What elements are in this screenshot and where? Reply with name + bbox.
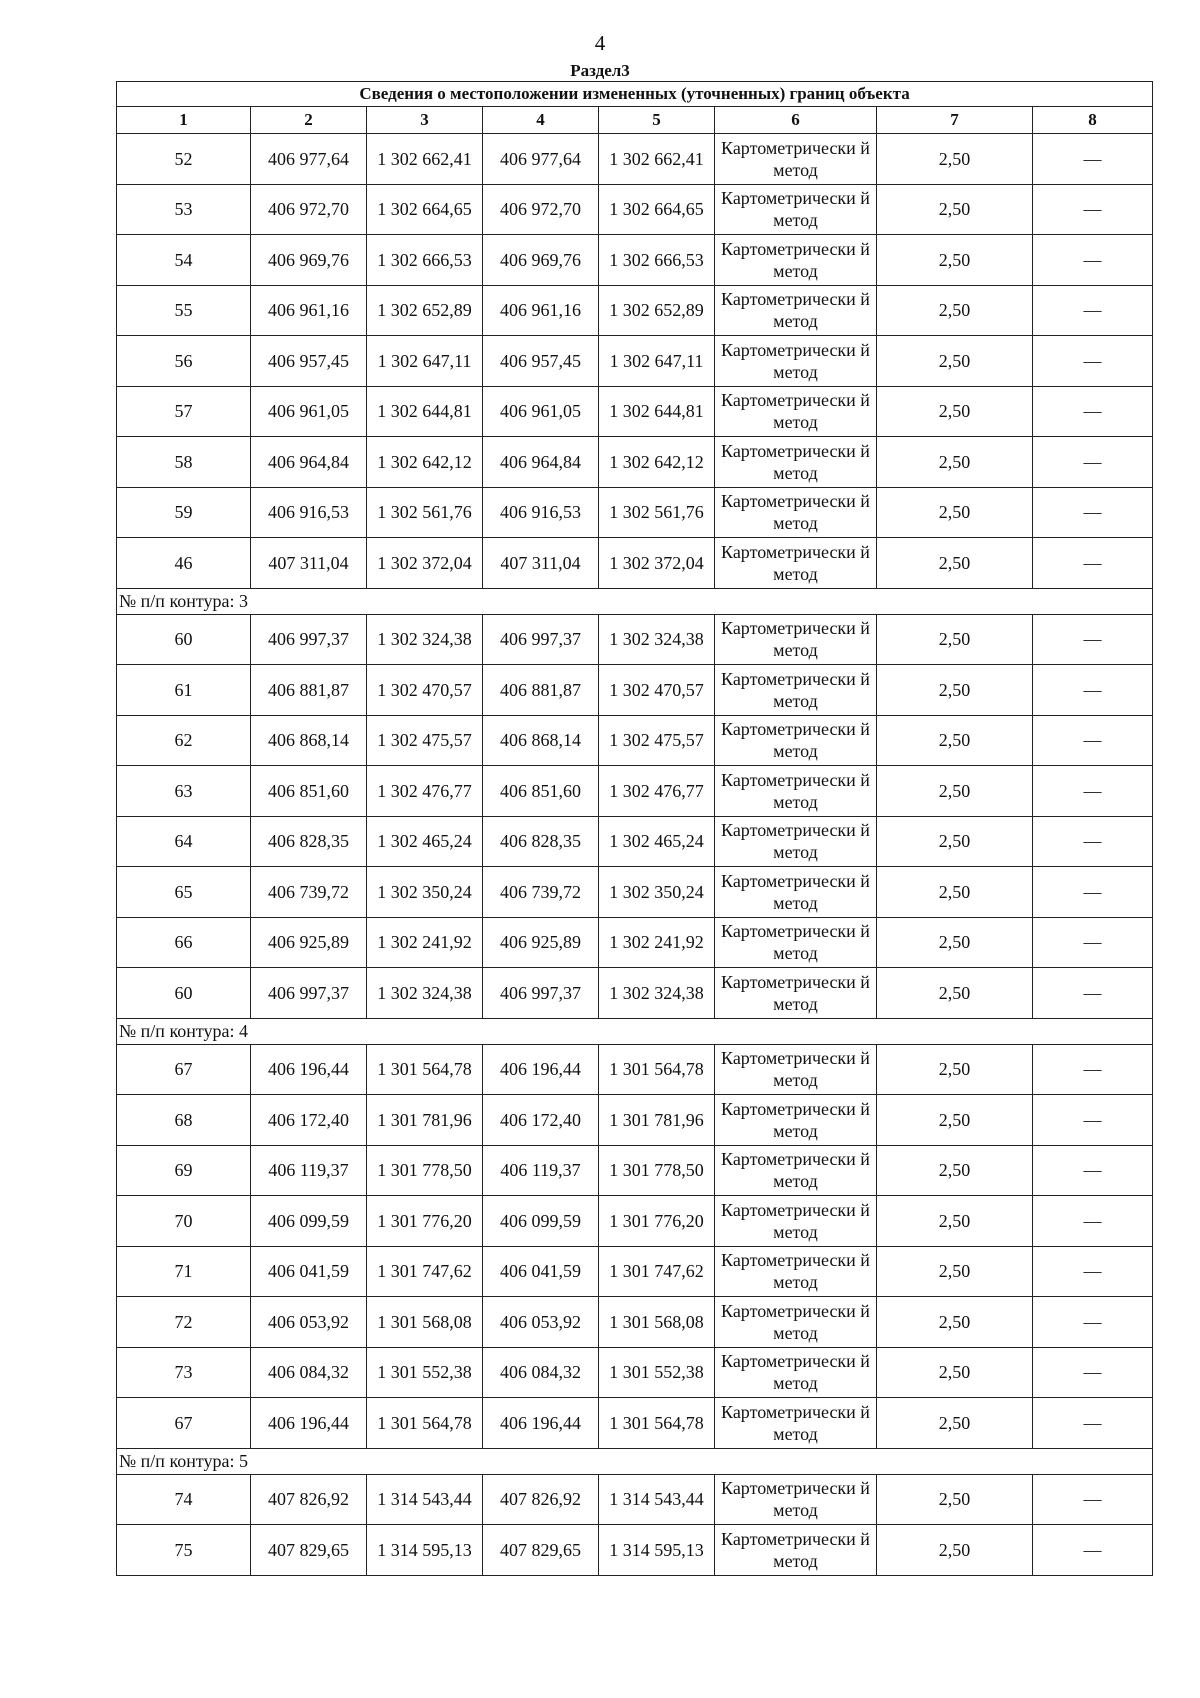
x-new-cell: 406 084,32 [483,1347,599,1398]
x-old-cell: 406 041,59 [251,1246,367,1297]
x-new-cell: 406 099,59 [483,1196,599,1247]
column-header: 3 [367,107,483,134]
table-row [117,1297,1153,1348]
description-cell: — [1033,1398,1153,1449]
x-new-cell: 406 828,35 [483,816,599,867]
point-number-cell: 63 [117,766,251,817]
contour-row [117,588,1153,614]
table-row [117,1196,1153,1247]
method-cell: Картометрически й метод [715,134,877,185]
table-row [117,1044,1153,1095]
accuracy-cell: 2,50 [877,184,1033,235]
y-old-cell: 1 301 564,78 [367,1398,483,1449]
accuracy-cell: 2,50 [877,386,1033,437]
point-number-cell: 67 [117,1044,251,1095]
table-row [117,235,1153,286]
accuracy-cell: 2,50 [877,1095,1033,1146]
y-new-cell: 1 301 568,08 [599,1297,715,1348]
method-cell: Картометрически й метод [715,816,877,867]
method-cell: Картометрически й метод [715,1095,877,1146]
method-cell: Картометрически й метод [715,867,877,918]
x-new-cell: 406 053,92 [483,1297,599,1348]
y-old-cell: 1 302 372,04 [367,538,483,589]
table-row [117,614,1153,665]
accuracy-cell: 2,50 [877,1347,1033,1398]
y-old-cell: 1 301 568,08 [367,1297,483,1348]
accuracy-cell: 2,50 [877,1297,1033,1348]
description-cell: — [1033,1347,1153,1398]
x-old-cell: 406 969,76 [251,235,367,286]
x-old-cell: 407 829,65 [251,1525,367,1576]
column-header: 6 [715,107,877,134]
method-cell: Картометрически й метод [715,968,877,1019]
point-number-cell: 75 [117,1525,251,1576]
x-old-cell: 406 961,05 [251,386,367,437]
x-new-cell: 406 957,45 [483,336,599,387]
table-row [117,1347,1153,1398]
description-cell: — [1033,968,1153,1019]
description-cell: — [1033,487,1153,538]
table-row [117,184,1153,235]
point-number-cell: 66 [117,917,251,968]
table-caption-row [117,82,1153,107]
accuracy-cell: 2,50 [877,336,1033,387]
x-old-cell: 406 957,45 [251,336,367,387]
accuracy-cell: 2,50 [877,766,1033,817]
table-body [117,134,1153,1576]
x-old-cell: 406 972,70 [251,184,367,235]
table-row [117,665,1153,716]
point-number-cell: 68 [117,1095,251,1146]
method-cell: Картометрически й метод [715,538,877,589]
table-row [117,437,1153,488]
boundary-coordinates-table [116,81,1153,1576]
method-cell: Картометрически й метод [715,1196,877,1247]
description-cell: — [1033,235,1153,286]
x-new-cell: 406 961,05 [483,386,599,437]
x-new-cell: 406 196,44 [483,1398,599,1449]
point-number-cell: 57 [117,386,251,437]
table-row [117,538,1153,589]
point-number-cell: 69 [117,1145,251,1196]
y-new-cell: 1 301 776,20 [599,1196,715,1247]
y-new-cell: 1 302 662,41 [599,134,715,185]
y-old-cell: 1 302 476,77 [367,766,483,817]
y-old-cell: 1 302 475,57 [367,715,483,766]
x-old-cell: 406 997,37 [251,614,367,665]
y-new-cell: 1 301 564,78 [599,1398,715,1449]
table-row [117,917,1153,968]
y-new-cell: 1 302 561,76 [599,487,715,538]
x-old-cell: 406 997,37 [251,968,367,1019]
y-new-cell: 1 302 324,38 [599,968,715,1019]
x-old-cell: 406 119,37 [251,1145,367,1196]
y-old-cell: 1 301 781,96 [367,1095,483,1146]
y-new-cell: 1 302 664,65 [599,184,715,235]
y-old-cell: 1 302 666,53 [367,235,483,286]
x-new-cell: 406 977,64 [483,134,599,185]
point-number-cell: 61 [117,665,251,716]
method-cell: Картометрически й метод [715,285,877,336]
contour-label: № п/п контура: 3 [117,588,1153,614]
description-cell: — [1033,386,1153,437]
y-new-cell: 1 301 781,96 [599,1095,715,1146]
y-old-cell: 1 302 324,38 [367,968,483,1019]
x-new-cell: 406 868,14 [483,715,599,766]
table-row [117,1095,1153,1146]
y-old-cell: 1 301 747,62 [367,1246,483,1297]
accuracy-cell: 2,50 [877,1044,1033,1095]
x-old-cell: 406 916,53 [251,487,367,538]
table-row [117,867,1153,918]
y-new-cell: 1 302 476,77 [599,766,715,817]
x-old-cell: 406 964,84 [251,437,367,488]
method-cell: Картометрически й метод [715,1398,877,1449]
y-old-cell: 1 302 324,38 [367,614,483,665]
x-new-cell: 406 916,53 [483,487,599,538]
column-header: 7 [877,107,1033,134]
point-number-cell: 60 [117,968,251,1019]
y-new-cell: 1 314 543,44 [599,1474,715,1525]
y-new-cell: 1 302 241,92 [599,917,715,968]
y-new-cell: 1 302 642,12 [599,437,715,488]
method-cell: Картометрически й метод [715,437,877,488]
description-cell: — [1033,1196,1153,1247]
y-new-cell: 1 302 465,24 [599,816,715,867]
x-old-cell: 406 881,87 [251,665,367,716]
y-new-cell: 1 302 652,89 [599,285,715,336]
accuracy-cell: 2,50 [877,1145,1033,1196]
x-new-cell: 406 961,16 [483,285,599,336]
method-cell: Картометрически й метод [715,665,877,716]
x-new-cell: 406 969,76 [483,235,599,286]
x-new-cell: 406 196,44 [483,1044,599,1095]
table-row [117,1246,1153,1297]
table-row [117,816,1153,867]
y-new-cell: 1 302 475,57 [599,715,715,766]
description-cell: — [1033,184,1153,235]
point-number-cell: 54 [117,235,251,286]
method-cell: Картометрически й метод [715,1474,877,1525]
y-old-cell: 1 302 644,81 [367,386,483,437]
accuracy-cell: 2,50 [877,816,1033,867]
x-old-cell: 406 851,60 [251,766,367,817]
y-old-cell: 1 302 561,76 [367,487,483,538]
y-new-cell: 1 302 372,04 [599,538,715,589]
table-row [117,285,1153,336]
y-old-cell: 1 302 662,41 [367,134,483,185]
x-old-cell: 406 925,89 [251,917,367,968]
accuracy-cell: 2,50 [877,1196,1033,1247]
point-number-cell: 72 [117,1297,251,1348]
table-row [117,1474,1153,1525]
column-header: 1 [117,107,251,134]
description-cell: — [1033,1474,1153,1525]
method-cell: Картометрически й метод [715,1347,877,1398]
contour-row [117,1448,1153,1474]
point-number-cell: 46 [117,538,251,589]
x-new-cell: 407 829,65 [483,1525,599,1576]
accuracy-cell: 2,50 [877,538,1033,589]
y-new-cell: 1 301 552,38 [599,1347,715,1398]
y-old-cell: 1 314 543,44 [367,1474,483,1525]
description-cell: — [1033,285,1153,336]
column-header: 8 [1033,107,1153,134]
accuracy-cell: 2,50 [877,1246,1033,1297]
x-old-cell: 406 172,40 [251,1095,367,1146]
x-new-cell: 406 997,37 [483,614,599,665]
x-new-cell: 406 119,37 [483,1145,599,1196]
method-cell: Картометрически й метод [715,715,877,766]
x-new-cell: 406 972,70 [483,184,599,235]
table-header-row [117,107,1153,134]
table-row [117,336,1153,387]
point-number-cell: 74 [117,1474,251,1525]
description-cell: — [1033,917,1153,968]
x-new-cell: 406 925,89 [483,917,599,968]
point-number-cell: 55 [117,285,251,336]
description-cell: — [1033,766,1153,817]
accuracy-cell: 2,50 [877,1398,1033,1449]
description-cell: — [1033,336,1153,387]
x-old-cell: 406 739,72 [251,867,367,918]
description-cell: — [1033,1297,1153,1348]
y-old-cell: 1 301 778,50 [367,1145,483,1196]
y-new-cell: 1 301 747,62 [599,1246,715,1297]
x-old-cell: 406 099,59 [251,1196,367,1247]
description-cell: — [1033,1525,1153,1576]
accuracy-cell: 2,50 [877,1474,1033,1525]
column-header: 2 [251,107,367,134]
y-old-cell: 1 301 564,78 [367,1044,483,1095]
y-new-cell: 1 314 595,13 [599,1525,715,1576]
page-number: 4 [594,31,606,55]
x-old-cell: 406 084,32 [251,1347,367,1398]
table-row [117,1398,1153,1449]
y-old-cell: 1 302 642,12 [367,437,483,488]
method-cell: Картометрически й метод [715,1246,877,1297]
y-new-cell: 1 302 470,57 [599,665,715,716]
x-new-cell: 406 964,84 [483,437,599,488]
point-number-cell: 62 [117,715,251,766]
y-old-cell: 1 302 241,92 [367,917,483,968]
method-cell: Картометрически й метод [715,766,877,817]
point-number-cell: 60 [117,614,251,665]
accuracy-cell: 2,50 [877,665,1033,716]
y-new-cell: 1 301 778,50 [599,1145,715,1196]
point-number-cell: 70 [117,1196,251,1247]
y-old-cell: 1 302 652,89 [367,285,483,336]
y-old-cell: 1 302 465,24 [367,816,483,867]
method-cell: Картометрически й метод [715,614,877,665]
accuracy-cell: 2,50 [877,285,1033,336]
y-old-cell: 1 302 470,57 [367,665,483,716]
table-row [117,386,1153,437]
accuracy-cell: 2,50 [877,1525,1033,1576]
x-new-cell: 406 172,40 [483,1095,599,1146]
y-old-cell: 1 301 776,20 [367,1196,483,1247]
description-cell: — [1033,715,1153,766]
accuracy-cell: 2,50 [877,867,1033,918]
table-row [117,1525,1153,1576]
x-new-cell: 406 851,60 [483,766,599,817]
x-new-cell: 406 881,87 [483,665,599,716]
method-cell: Картометрически й метод [715,336,877,387]
method-cell: Картометрически й метод [715,1044,877,1095]
point-number-cell: 56 [117,336,251,387]
point-number-cell: 65 [117,867,251,918]
y-old-cell: 1 301 552,38 [367,1347,483,1398]
description-cell: — [1033,134,1153,185]
contour-row [117,1018,1153,1044]
description-cell: — [1033,1145,1153,1196]
x-new-cell: 407 826,92 [483,1474,599,1525]
y-old-cell: 1 302 664,65 [367,184,483,235]
table-caption: Сведения о местоположении измененных (уточненных) границ объекта [117,82,1153,107]
accuracy-cell: 2,50 [877,134,1033,185]
y-new-cell: 1 301 564,78 [599,1044,715,1095]
contour-label: № п/п контура: 4 [117,1018,1153,1044]
section-title: Раздел3 [570,61,630,80]
x-old-cell: 406 977,64 [251,134,367,185]
x-old-cell: 406 196,44 [251,1398,367,1449]
description-cell: — [1033,538,1153,589]
method-cell: Картометрически й метод [715,1297,877,1348]
method-cell: Картометрически й метод [715,184,877,235]
description-cell: — [1033,614,1153,665]
description-cell: — [1033,1095,1153,1146]
y-old-cell: 1 302 647,11 [367,336,483,387]
x-old-cell: 406 053,92 [251,1297,367,1348]
x-old-cell: 407 826,92 [251,1474,367,1525]
point-number-cell: 67 [117,1398,251,1449]
point-number-cell: 52 [117,134,251,185]
y-new-cell: 1 302 647,11 [599,336,715,387]
method-cell: Картометрически й метод [715,1145,877,1196]
table-row [117,487,1153,538]
x-old-cell: 407 311,04 [251,538,367,589]
column-header: 4 [483,107,599,134]
x-new-cell: 406 739,72 [483,867,599,918]
table-row [117,766,1153,817]
method-cell: Картометрически й метод [715,487,877,538]
accuracy-cell: 2,50 [877,715,1033,766]
point-number-cell: 73 [117,1347,251,1398]
x-old-cell: 406 828,35 [251,816,367,867]
method-cell: Картометрически й метод [715,917,877,968]
table-row [117,1145,1153,1196]
accuracy-cell: 2,50 [877,917,1033,968]
contour-label: № п/п контура: 5 [117,1448,1153,1474]
x-new-cell: 406 041,59 [483,1246,599,1297]
description-cell: — [1033,1246,1153,1297]
accuracy-cell: 2,50 [877,487,1033,538]
x-new-cell: 406 997,37 [483,968,599,1019]
y-old-cell: 1 302 350,24 [367,867,483,918]
description-cell: — [1033,816,1153,867]
table-row [117,968,1153,1019]
accuracy-cell: 2,50 [877,968,1033,1019]
description-cell: — [1033,1044,1153,1095]
description-cell: — [1033,665,1153,716]
y-old-cell: 1 314 595,13 [367,1525,483,1576]
description-cell: — [1033,437,1153,488]
table-row [117,134,1153,185]
point-number-cell: 71 [117,1246,251,1297]
point-number-cell: 53 [117,184,251,235]
x-new-cell: 407 311,04 [483,538,599,589]
y-new-cell: 1 302 644,81 [599,386,715,437]
x-old-cell: 406 868,14 [251,715,367,766]
point-number-cell: 64 [117,816,251,867]
method-cell: Картометрически й метод [715,1525,877,1576]
accuracy-cell: 2,50 [877,614,1033,665]
description-cell: — [1033,867,1153,918]
accuracy-cell: 2,50 [877,235,1033,286]
point-number-cell: 58 [117,437,251,488]
point-number-cell: 59 [117,487,251,538]
y-new-cell: 1 302 666,53 [599,235,715,286]
x-old-cell: 406 196,44 [251,1044,367,1095]
x-old-cell: 406 961,16 [251,285,367,336]
y-new-cell: 1 302 324,38 [599,614,715,665]
y-new-cell: 1 302 350,24 [599,867,715,918]
accuracy-cell: 2,50 [877,437,1033,488]
column-header: 5 [599,107,715,134]
table-row [117,715,1153,766]
method-cell: Картометрически й метод [715,235,877,286]
method-cell: Картометрически й метод [715,386,877,437]
